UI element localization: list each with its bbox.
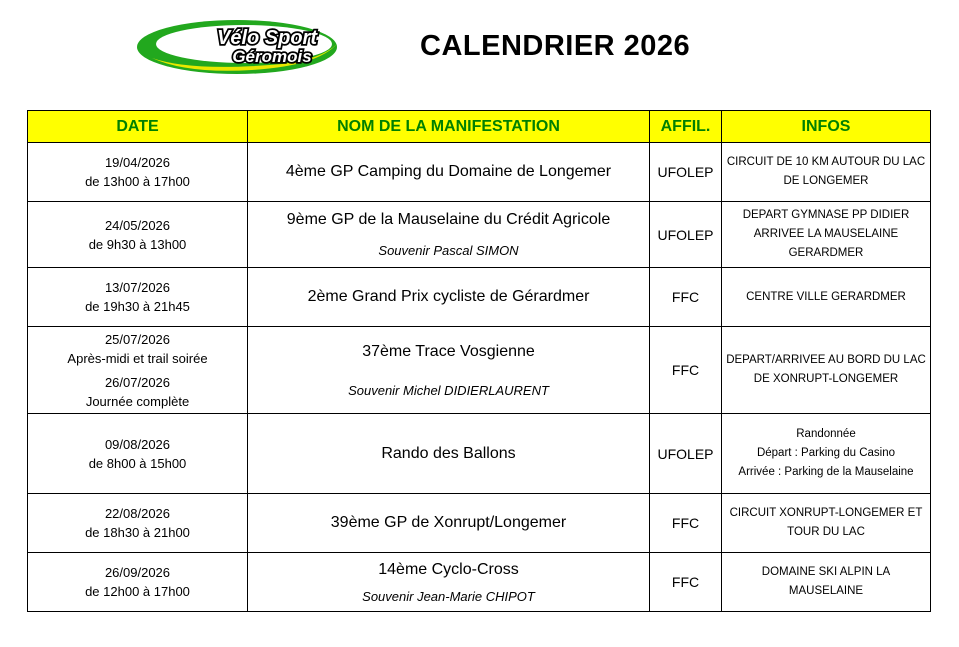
cell-affiliation: FFC [650, 553, 722, 612]
info-line: Randonnée [796, 428, 856, 440]
info-line: DOMAINE SKI ALPIN LA [761, 566, 891, 578]
time-text: de 19h30 à 21h45 [85, 299, 190, 314]
cell-infos [722, 327, 931, 414]
cell-event-name [248, 327, 650, 414]
cell-event-name [248, 268, 650, 327]
event-name: Rando des Ballons [381, 444, 516, 462]
date-text: 22/08/2026 [104, 506, 171, 521]
info-line: DEPART GYMNASE PP DIDIER [742, 209, 910, 221]
info-line: Départ : Parking du Casino [756, 447, 896, 459]
column-header-name: NOM DE LA MANIFESTATION [248, 111, 650, 143]
cell-event-name [248, 553, 650, 612]
info-line: MAUSELAINE [788, 585, 864, 597]
table-row [28, 202, 931, 268]
event-name: 39ème GP de Xonrupt/Longemer [330, 514, 567, 531]
table-header-row [28, 111, 931, 143]
cell-infos [722, 268, 931, 327]
calendar-table [27, 110, 931, 612]
event-souvenir: Souvenir Michel DIDIERLAURENT [348, 382, 549, 398]
cell-date [28, 327, 248, 414]
info-line: DE LONGEMER [783, 175, 869, 187]
info-line: CENTRE VILLE GERARDMER [746, 290, 906, 303]
info-line: GERARDMER [788, 247, 864, 259]
event-name: 4ème GP Camping du Domaine de Longemer [285, 163, 612, 180]
cell-infos [722, 414, 931, 494]
cell-affiliation: FFC [650, 494, 722, 553]
event-name: 9ème GP de la Mauselaine du Crédit Agricole [286, 211, 611, 228]
column-header-date: DATE [28, 111, 248, 143]
info-line: ARRIVEE LA MAUSELAINE [753, 228, 899, 240]
info-line: DE XONRUPT-LONGEMER [753, 373, 899, 385]
cell-date [28, 202, 248, 268]
column-header-infos: INFOS [722, 111, 931, 143]
cell-affiliation: FFC [650, 327, 722, 414]
time-text: de 12h00 à 17h00 [85, 584, 190, 599]
table-row [28, 553, 931, 612]
page-title: CALENDRIER 2026 [420, 30, 691, 62]
time-text: de 9h30 à 13h00 [88, 236, 187, 252]
date-text: 26/09/2026 [104, 565, 171, 580]
cell-affiliation: UFOLEP [650, 143, 722, 202]
event-souvenir: Souvenir Pascal SIMON [378, 243, 519, 258]
table-row [28, 494, 931, 553]
date-text: 09/08/2026 [104, 436, 171, 452]
cell-affiliation: UFOLEP [650, 202, 722, 268]
info-line: CIRCUIT DE 10 KM AUTOUR DU LAC [726, 156, 926, 168]
cell-date [28, 414, 248, 494]
table-row [28, 268, 931, 327]
cell-event-name [248, 414, 650, 494]
table-row [28, 327, 931, 414]
cell-event-name [248, 494, 650, 553]
event-name: 14ème Cyclo-Cross [378, 560, 519, 578]
table-row [28, 143, 931, 202]
info-line: Arrivée : Parking de la Mauselaine [738, 466, 914, 478]
info-line: DEPART/ARRIVEE AU BORD DU LAC [726, 354, 926, 366]
club-logo [132, 14, 342, 78]
cell-affiliation: FFC [650, 268, 722, 327]
time-text: Journée complète [85, 393, 190, 409]
date-text: 13/07/2026 [104, 280, 171, 295]
time-text: de 13h00 à 17h00 [85, 174, 190, 189]
column-header-affil: AFFIL. [650, 111, 722, 143]
cell-affiliation: UFOLEP [650, 414, 722, 494]
time-text: de 8h00 à 15h00 [88, 455, 187, 471]
logo-text-line2: Géromois [232, 47, 312, 66]
date-text: 25/07/2026 [104, 331, 171, 347]
info-line: TOUR DU LAC [787, 526, 865, 538]
cell-infos [722, 494, 931, 553]
cell-infos [722, 202, 931, 268]
event-name: 37ème Trace Vosgienne [362, 342, 535, 360]
info-line: CIRCUIT XONRUPT-LONGEMER ET [729, 507, 923, 519]
time-text: Après-midi et trail soirée [67, 350, 208, 366]
event-souvenir: Souvenir Jean-Marie CHIPOT [362, 588, 535, 604]
event-name: 2ème Grand Prix cycliste de Gérardmer [307, 288, 590, 305]
cell-infos [722, 143, 931, 202]
date-text: 24/05/2026 [104, 217, 171, 233]
cell-event-name [248, 202, 650, 268]
cell-date [28, 268, 248, 327]
logo-swoosh-icon [132, 14, 342, 78]
table-row [28, 414, 931, 494]
cell-event-name [248, 143, 650, 202]
date-text: 19/04/2026 [104, 155, 171, 170]
logo-text-line1: Vélo Sport [216, 27, 318, 49]
cell-date [28, 553, 248, 612]
cell-date [28, 494, 248, 553]
cell-infos [722, 553, 931, 612]
cell-date [28, 143, 248, 202]
date-text: 26/07/2026 [104, 374, 171, 390]
time-text: de 18h30 à 21h00 [85, 525, 190, 540]
